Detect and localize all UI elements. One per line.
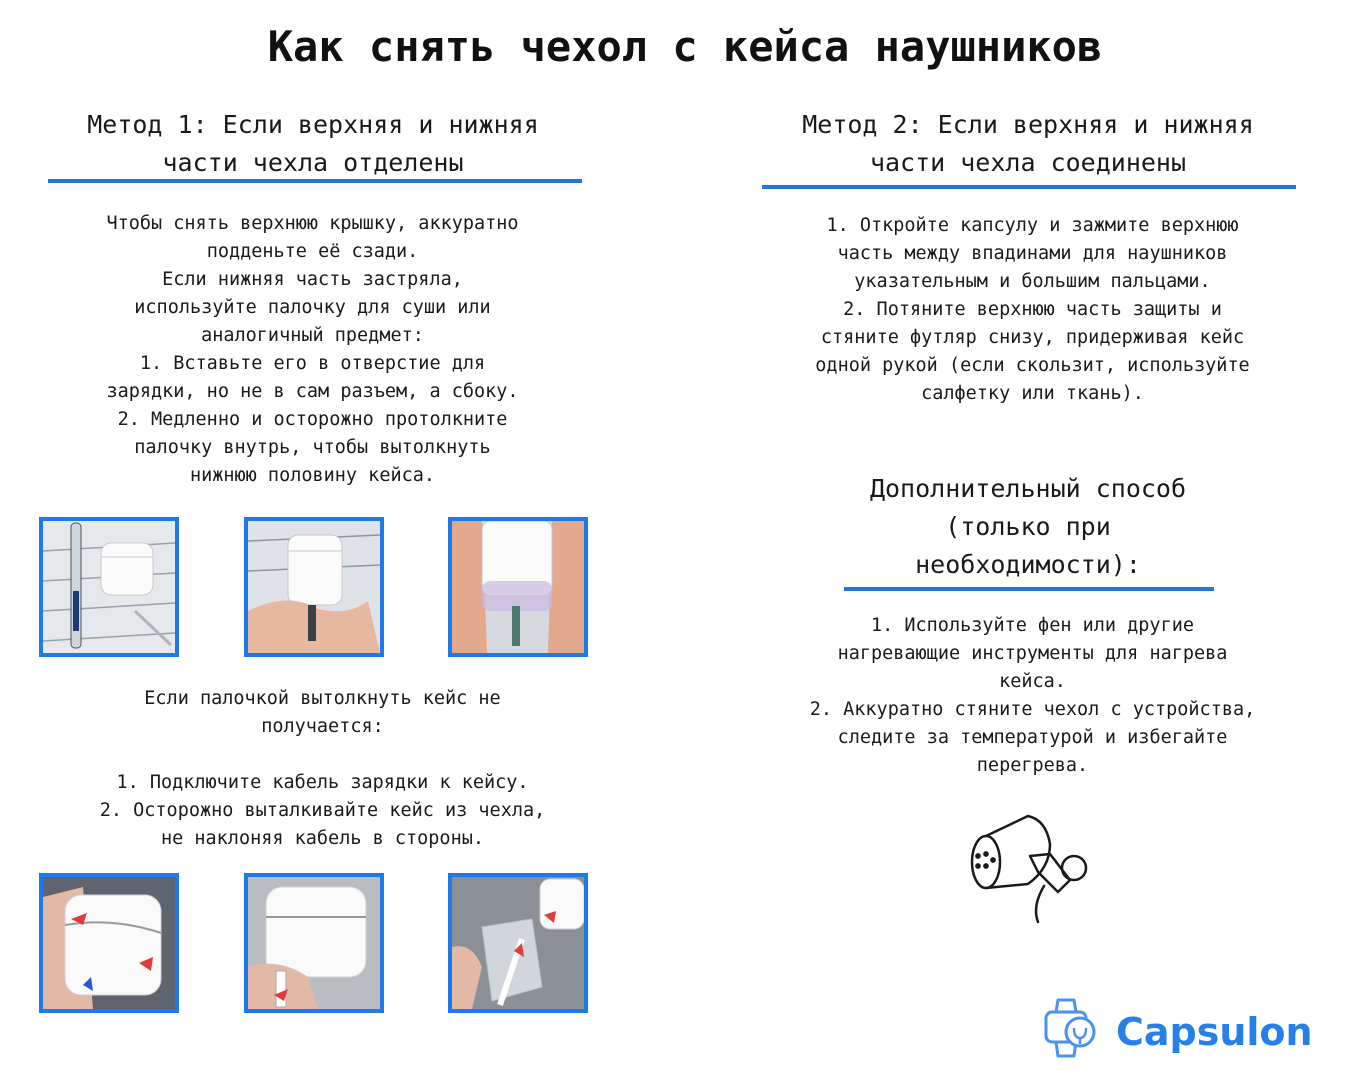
photo-push-case-out [448, 517, 588, 657]
photo-hand-case-arrows [39, 873, 179, 1013]
capsulon-logo-icon [1036, 996, 1106, 1060]
photo-insert-stick [244, 517, 384, 657]
method2-steps: 1. Откройте капсулу и зажмите верхнюю часть между впадинами для наушников указательным и большим пальцами. 2. Потяните верхнюю часть защиты и стяните футляр снизу, придерживая кейс одной рукой (если скользит, используйте салфетку или ткань). [815, 215, 1250, 404]
photo-cable-push [244, 873, 384, 1013]
method1-intro: Чтобы снять верхнюю крышку, аккуратно подденьте её сзади. Если нижняя часть застряла, используйте палочку для суши или аналогичный предмет: 1. Вставьте его в отверстие для зарядки, но не в сам разъем, а сбоку. 2. Медленно и осторожно протолкните палочку внутрь, чтобы вытолкнуть нижнюю половину кейса. [106, 213, 519, 486]
extra-heading: Дополнительный способ (только при необходимости): [869, 474, 1187, 579]
extra-steps: 1. Используйте фен или другие нагревающие инструменты для нагрева кейса. 2. Аккуратно стяните чехол с устройства, следите за температурой и избегайте перегрева. [809, 615, 1256, 776]
photo-case-with-stick [39, 517, 179, 657]
method2-underline [762, 185, 1296, 189]
brand-name: Capsulon [1116, 1010, 1313, 1054]
hair-dryer-icon [966, 810, 1096, 930]
method2-heading: Метод 2: Если верхняя и нижняя части чехла соединены [802, 110, 1254, 177]
method1-heading: Метод 1: Если верхняя и нижняя части чехла отделены [87, 110, 539, 177]
extra-underline [844, 587, 1214, 591]
method1-underline [48, 179, 582, 183]
method1-fallback: Если палочкой вытолкнуть кейс не получается: 1. Подключите кабель зарядки к кейсу. 2. Осторожно выталкивайте кейс из чехла, не наклоняя кабель в стороны. [99, 688, 546, 849]
page-title: Как снять чехол с кейса наушников [267, 22, 1103, 71]
photo-case-removed [448, 873, 588, 1013]
